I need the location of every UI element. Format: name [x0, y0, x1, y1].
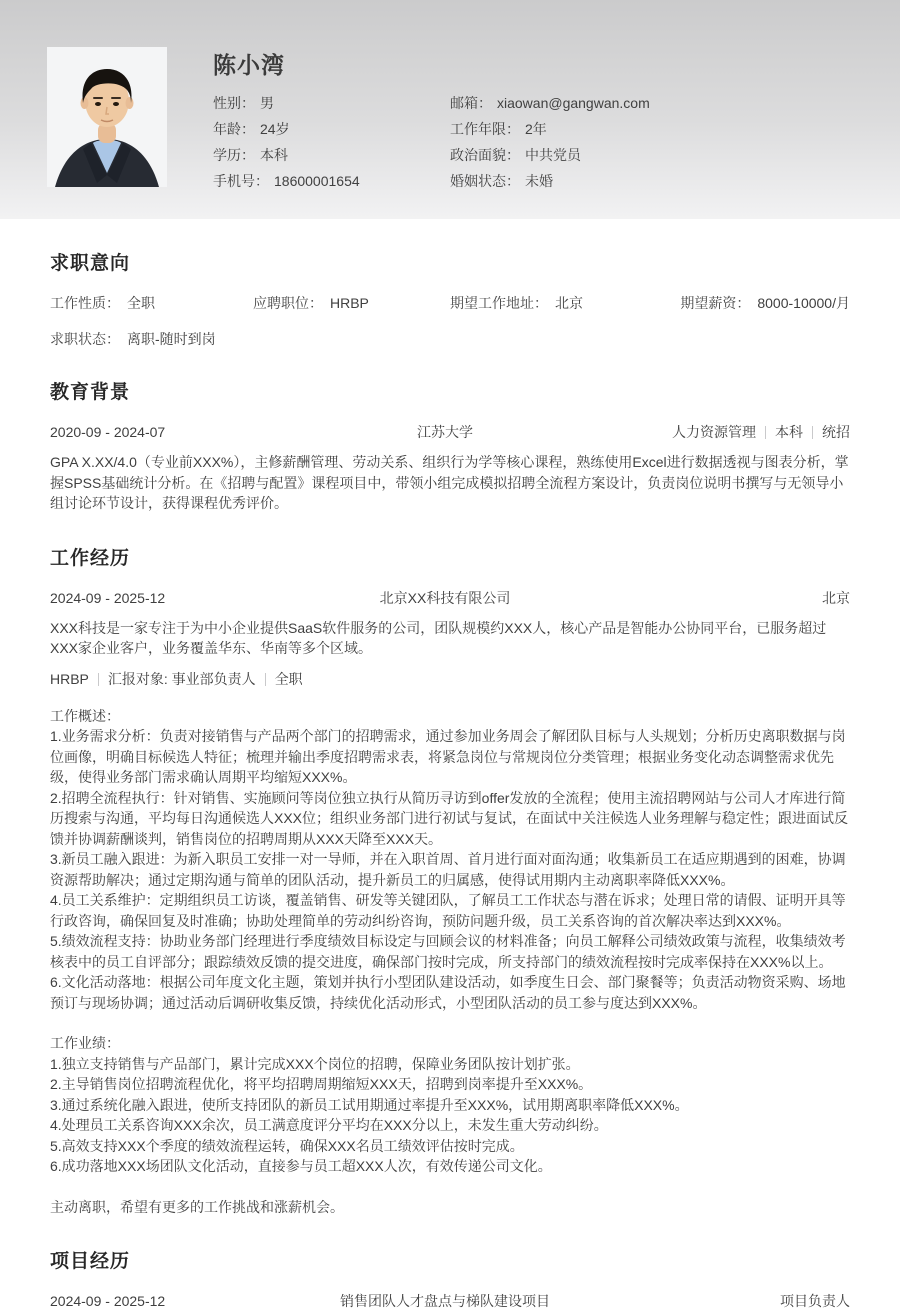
field-job-nature: [50, 295, 253, 312]
work-overview-item: 5.绩效流程支持：协助业务部门经理进行季度绩效目标设定与回顾会议的材料准备；向员工解释公司绩效政策与流程，收集绩效考核表中的员工自评部分；跟踪绩效反馈的提交进度，确保部门按时完成，所支持部门的绩效流程按时完成率保持在XXX%以上。: [50, 933, 846, 970]
info-political-status: [450, 147, 850, 164]
field-target-location-label: 期望工作地址：: [450, 295, 548, 311]
info-email-label: 邮箱：: [450, 95, 492, 111]
project-meta-row: [50, 1293, 850, 1310]
field-job-status: [50, 331, 450, 348]
field-target-position-value: HRBP: [330, 295, 369, 311]
info-work-years: [450, 121, 850, 138]
work-achievements: [50, 1033, 850, 1177]
info-email-value: xiaowan@gangwan.com: [497, 95, 650, 111]
info-age: [213, 121, 450, 138]
field-target-position-label: 应聘职位：: [253, 295, 323, 311]
basic-info-grid: [213, 95, 850, 190]
field-job-status-value: 离职-随时到岗: [127, 331, 216, 347]
education-period: 2020-09 - 2024-07: [50, 424, 166, 440]
profile-photo: [47, 47, 167, 187]
info-marital-status-label: 婚姻状态：: [450, 173, 520, 189]
work-period: 2024-09 - 2025-12: [50, 589, 166, 606]
section-education: [0, 382, 900, 514]
education-qualifiers: [640, 424, 850, 441]
divider: [765, 426, 766, 439]
info-phone: [213, 173, 450, 190]
work-meta-row: [50, 590, 850, 607]
candidate-name: 陈小湾: [213, 52, 285, 78]
info-email: [450, 95, 850, 112]
work-overview-item: 2.招聘全流程执行：针对销售、实施顾问等岗位独立执行从简历寻访到offer发放的全流程；使用主流招聘网站与公司人才库进行简历搜索与沟通，平均每日沟通候选人XXX位；组织业务部门进行初试与复试，在面试中关注候选人业务理解与稳定性；跟进面试反馈并协调薪酬谈判，销售岗位的招聘周期从XXX天降至XXX天。: [50, 789, 849, 847]
info-degree-label: 学历：: [213, 147, 255, 163]
project-period: 2024-09 - 2025-12: [50, 1293, 166, 1309]
field-job-nature-label: 工作性质：: [50, 295, 120, 311]
info-political-status-value: 中共党员: [525, 147, 581, 163]
report-to: 汇报对象: 事业部负责人: [107, 670, 256, 687]
resume-header: [0, 0, 900, 219]
work-overview-item: 4.员工关系维护：定期组织员工访谈，覆盖销售、研发等关键团队，了解员工工作状态与潜在诉求；处理日常的请假、证明开具等行政咨询，确保回复及时准确；协助处理简单的劳动纠纷咨询，预防问题升级，员工关系咨询的首次解决率达到XXX%。: [50, 892, 846, 929]
work-achievement-item: 1.独立支持销售与产品部门，累计完成XXX个岗位的招聘，保障业务团队按计划扩张。: [50, 1055, 580, 1072]
work-location: 北京: [822, 589, 850, 606]
section-job-intent: [0, 253, 900, 348]
divider: [98, 673, 99, 686]
work-overview-label: 工作概述：: [50, 707, 120, 724]
section-work-experience: [0, 548, 900, 1218]
field-expected-salary: [675, 295, 850, 312]
education-school: 江苏大学: [417, 424, 473, 440]
field-target-position: [253, 295, 450, 312]
work-achievement-item: 6.成功落地XXX场团队文化活动，直接参与员工超XXX人次，有效传递公司文化。: [50, 1158, 552, 1174]
info-age-value: 24岁: [260, 121, 290, 137]
field-job-status-label: 求职状态：: [50, 331, 120, 347]
info-political-status-label: 政治面貌：: [450, 147, 520, 163]
work-overview-item: 6.文化活动落地：根据公司年度文化主题，策划并执行小型团队建设活动，如季度生日会、部门聚餐等；负责活动物资采购、场地预订与现场协调；通过活动后调研收集反馈，持续优化活动形式，小型团队活动的员工参与度达到XXX%。: [50, 974, 846, 1011]
position-name: HRBP: [50, 670, 89, 687]
work-title: 工作经历: [50, 547, 131, 569]
leave-reason: 主动离职，希望有更多的工作挑战和涨薪机会。: [50, 1198, 344, 1215]
field-job-nature-value: 全职: [127, 295, 155, 311]
education-degree: 本科: [775, 424, 803, 440]
info-degree-value: 本科: [260, 147, 288, 163]
info-work-years-value: 2年: [525, 121, 547, 137]
education-enroll-type: 统招: [822, 424, 850, 440]
work-company: 北京XX科技有限公司: [379, 589, 511, 606]
info-degree: [213, 147, 450, 164]
work-achievement-item: 3.通过系统化融入跟进，使所支持团队的新员工试用期通过率提升至XXX%，试用期离职率降低XXX%。: [50, 1096, 689, 1113]
field-target-location: [450, 295, 675, 312]
position-row: [50, 671, 850, 688]
info-phone-value: 18600001654: [274, 173, 360, 189]
info-gender-label: 性别：: [213, 95, 255, 111]
divider: [265, 673, 266, 686]
education-description: GPA X.XX/4.0（专业前XXX%），主修薪酬管理、劳动关系、组织行为学等核心课程，熟练使用Excel进行数据透视与图表分析，掌握SPSS基础统计分析。在《招聘与配置》课程项目中，带领小组完成模拟招聘全流程方案设计，负责岗位说明书撰写与无领导小组讨论环节设计，获得课程优秀评价。: [50, 454, 849, 511]
profile-photo-illustration: [47, 47, 167, 187]
info-marital-status: [450, 173, 850, 190]
info-age-label: 年龄：: [213, 121, 255, 137]
work-achievements-label: 工作业绩：: [50, 1035, 120, 1051]
field-target-location-value: 北京: [555, 295, 583, 311]
work-achievement-item: 4.处理员工关系咨询XXX余次，员工满意度评分平均在XXX分以上，未发生重大劳动纠纷。: [50, 1117, 608, 1133]
info-phone-label: 手机号：: [213, 173, 269, 189]
work-overview-item: 3.新员工融入跟进：为新入职员工安排一对一导师，并在入职首周、首月进行面对面沟通；收集新员工在适应期遇到的困难，协调资源帮助解决；通过定期沟通与简单的团队活动，提升新员工的归属感，使得试用期内主动离职率降低XXX%。: [50, 851, 846, 888]
work-achievement-item: 2.主导销售岗位招聘流程优化，将平均招聘周期缩短XXX天，招聘到岗率提升至XXX%。: [50, 1076, 593, 1092]
job-intent-title: 求职意向: [50, 253, 131, 274]
info-marital-status-value: 未婚: [525, 173, 553, 189]
company-intro: XXX科技是一家专注于为中小企业提供SaaS软件服务的公司，团队规模约XXX人，核心产品是智能办公协同平台，已服务超过XXX家企业客户，业务覆盖华东、华南等多个区域。: [50, 619, 827, 656]
info-gender: [213, 95, 450, 112]
header-info: [213, 47, 850, 219]
job-intent-row-2: [50, 331, 850, 348]
project-name: 销售团队人才盘点与梯队建设项目: [340, 1293, 550, 1309]
divider: [812, 426, 813, 439]
project-role: 项目负责人: [780, 1293, 850, 1309]
field-expected-salary-label: 期望薪资：: [680, 295, 751, 311]
work-overview-item: 1.业务需求分析：负责对接销售与产品两个部门的招聘需求，通过参加业务周会了解团队目标与人头规划；分析历史离职数据与岗位画像，明确目标候选人特征；梳理并输出季度招聘需求表，将紧急岗位与常规岗位分类管理；根据业务变化动态调整需求优先级，使得业务部门需求确认周期平均缩短XXX%。: [50, 728, 846, 785]
work-overview: [50, 706, 850, 1014]
education-major: 人力资源管理: [672, 424, 756, 440]
field-expected-salary-value: 8000-10000/月: [757, 295, 850, 311]
info-gender-value: 男: [260, 95, 274, 111]
job-type: 全职: [274, 670, 303, 687]
education-title: 教育背景: [50, 382, 131, 403]
job-intent-row-1: [50, 295, 850, 312]
section-project-experience: [0, 1251, 900, 1310]
info-work-years-label: 工作年限：: [450, 121, 520, 137]
work-achievement-item: 5.高效支持XXX个季度的绩效流程运转，确保XXX名员工绩效评估按时完成。: [50, 1137, 524, 1154]
education-meta-row: [50, 424, 850, 441]
project-title: 项目经历: [50, 1251, 131, 1272]
